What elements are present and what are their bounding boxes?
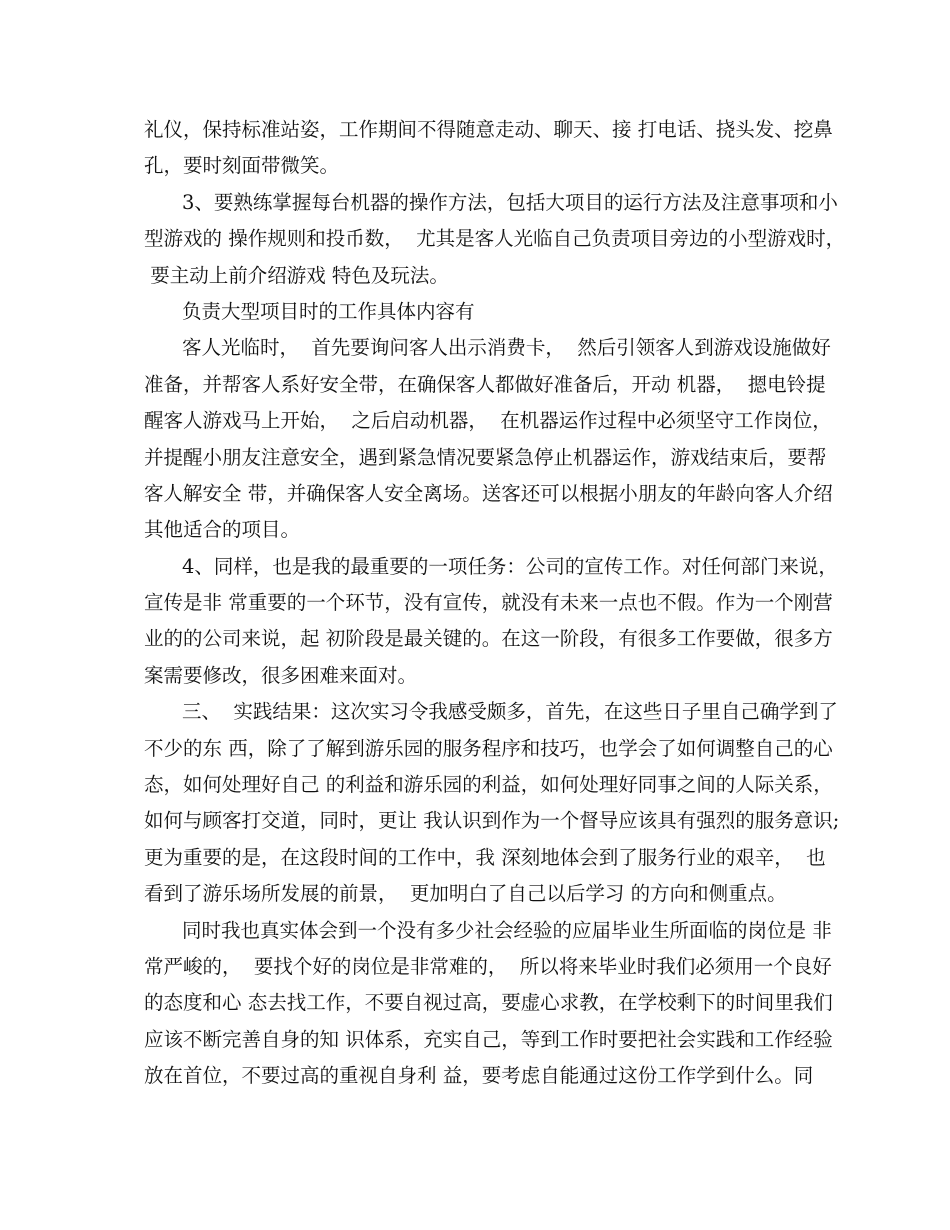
text-line: 醒客人游戏马上开始， 之后启动机器， 在机器运作过程中必须坚守工作岗位， <box>144 409 832 433</box>
text-line: 3、要熟练掌握每台机器的操作方法，包括大项目的运行方法及注意事项和小 <box>182 190 838 214</box>
text-line: 态，如何处理好自己 的利益和游乐园的利益，如何处理好同事之间的人际关系， <box>144 773 833 797</box>
text-line: 应该不断完善自身的知 识体系，充实自己，等到工作时要把社会实践和工作经验 <box>144 1027 833 1051</box>
body-text <box>144 112 846 1095</box>
text-line: 准备，并帮客人系好安全带，在确保客人都做好准备后，开动 机器， 摁电铃提 <box>144 372 826 396</box>
text-line: 的态度和心 态去找工作，不要自视过高，要虚心求教，在学校剩下的时间里我们 <box>144 991 833 1015</box>
text-line: 三、 实践结果：这次实习令我感受颇多，首先，在这些日子里自己确学到了 <box>182 700 838 724</box>
text-line: 如何与顾客打交道，同时，更让 我认识到作为一个督导应该具有强烈的服务意识; <box>144 809 840 833</box>
text-line: 业的的公司来说，起 初阶段是最关键的。在这一阶段，有很多工作要做，很多方 <box>144 627 833 651</box>
text-line: 客人光临时， 首先要询问客人出示消费卡， 然后引领客人到游戏设施做好 <box>182 336 831 360</box>
text-line: 放在首位，不要过高的重视自身利 益，要考虑自能通过这份工作学到什么。同 <box>144 1064 814 1088</box>
text-line: 并提醒小朋友注意安全，遇到紧急情况要紧急停止机器运作，游戏结束后，要帮 <box>144 445 827 469</box>
text-line: 看到了游乐场所发展的前景， 更加明白了自己以后学习 的方向和侧重点。 <box>144 882 787 906</box>
text-line: 常严峻的， 要找个好的岗位是非常难的， 所以将来毕业时我们必须用一个良好 <box>144 954 832 978</box>
text-line: 要主动上前介绍游戏 特色及玩法。 <box>144 263 449 287</box>
text-line: 不少的东 西，除了了解到游乐园的服务程序和技巧，也学会了如何调整自己的心 <box>144 736 833 760</box>
text-line: 孔，要时刻面带微笑。 <box>144 154 340 178</box>
text-line: 4、同样，也是我的最重要的一项任务：公司的宣传工作。对任何部门来说， <box>182 554 838 578</box>
text-line: 同时我也真实体会到一个没有多少社会经验的应届毕业生所面临的岗位是 非 <box>182 918 832 942</box>
text-line: 其他适合的项目。 <box>144 518 301 542</box>
text-line: 礼仪，保持标准站姿，工作期间不得随意走动、聊天、接 打电话、挠头发、挖鼻 <box>144 118 833 141</box>
text-line: 宣传是非 常重要的一个环节，没有宣传，就没有未来一点也不假。作为一个刚营 <box>144 591 833 615</box>
text-line: 负责大型项目时的工作具体内容有 <box>182 299 475 323</box>
text-line: 案需要修改，很多困难来面对。 <box>144 663 418 687</box>
text-line: 型游戏的 操作规则和投币数， 尤其是客人光临自己负责项目旁边的小型游戏时， <box>144 227 846 251</box>
text-line: 客人解安全 带，并确保客人安全离场。送客还可以根据小朋友的年龄向客人介绍 <box>144 481 833 505</box>
text-line: 更为重要的是，在这段时间的工作中，我 深刻地体会到了服务行业的艰辛， 也 <box>144 845 826 869</box>
